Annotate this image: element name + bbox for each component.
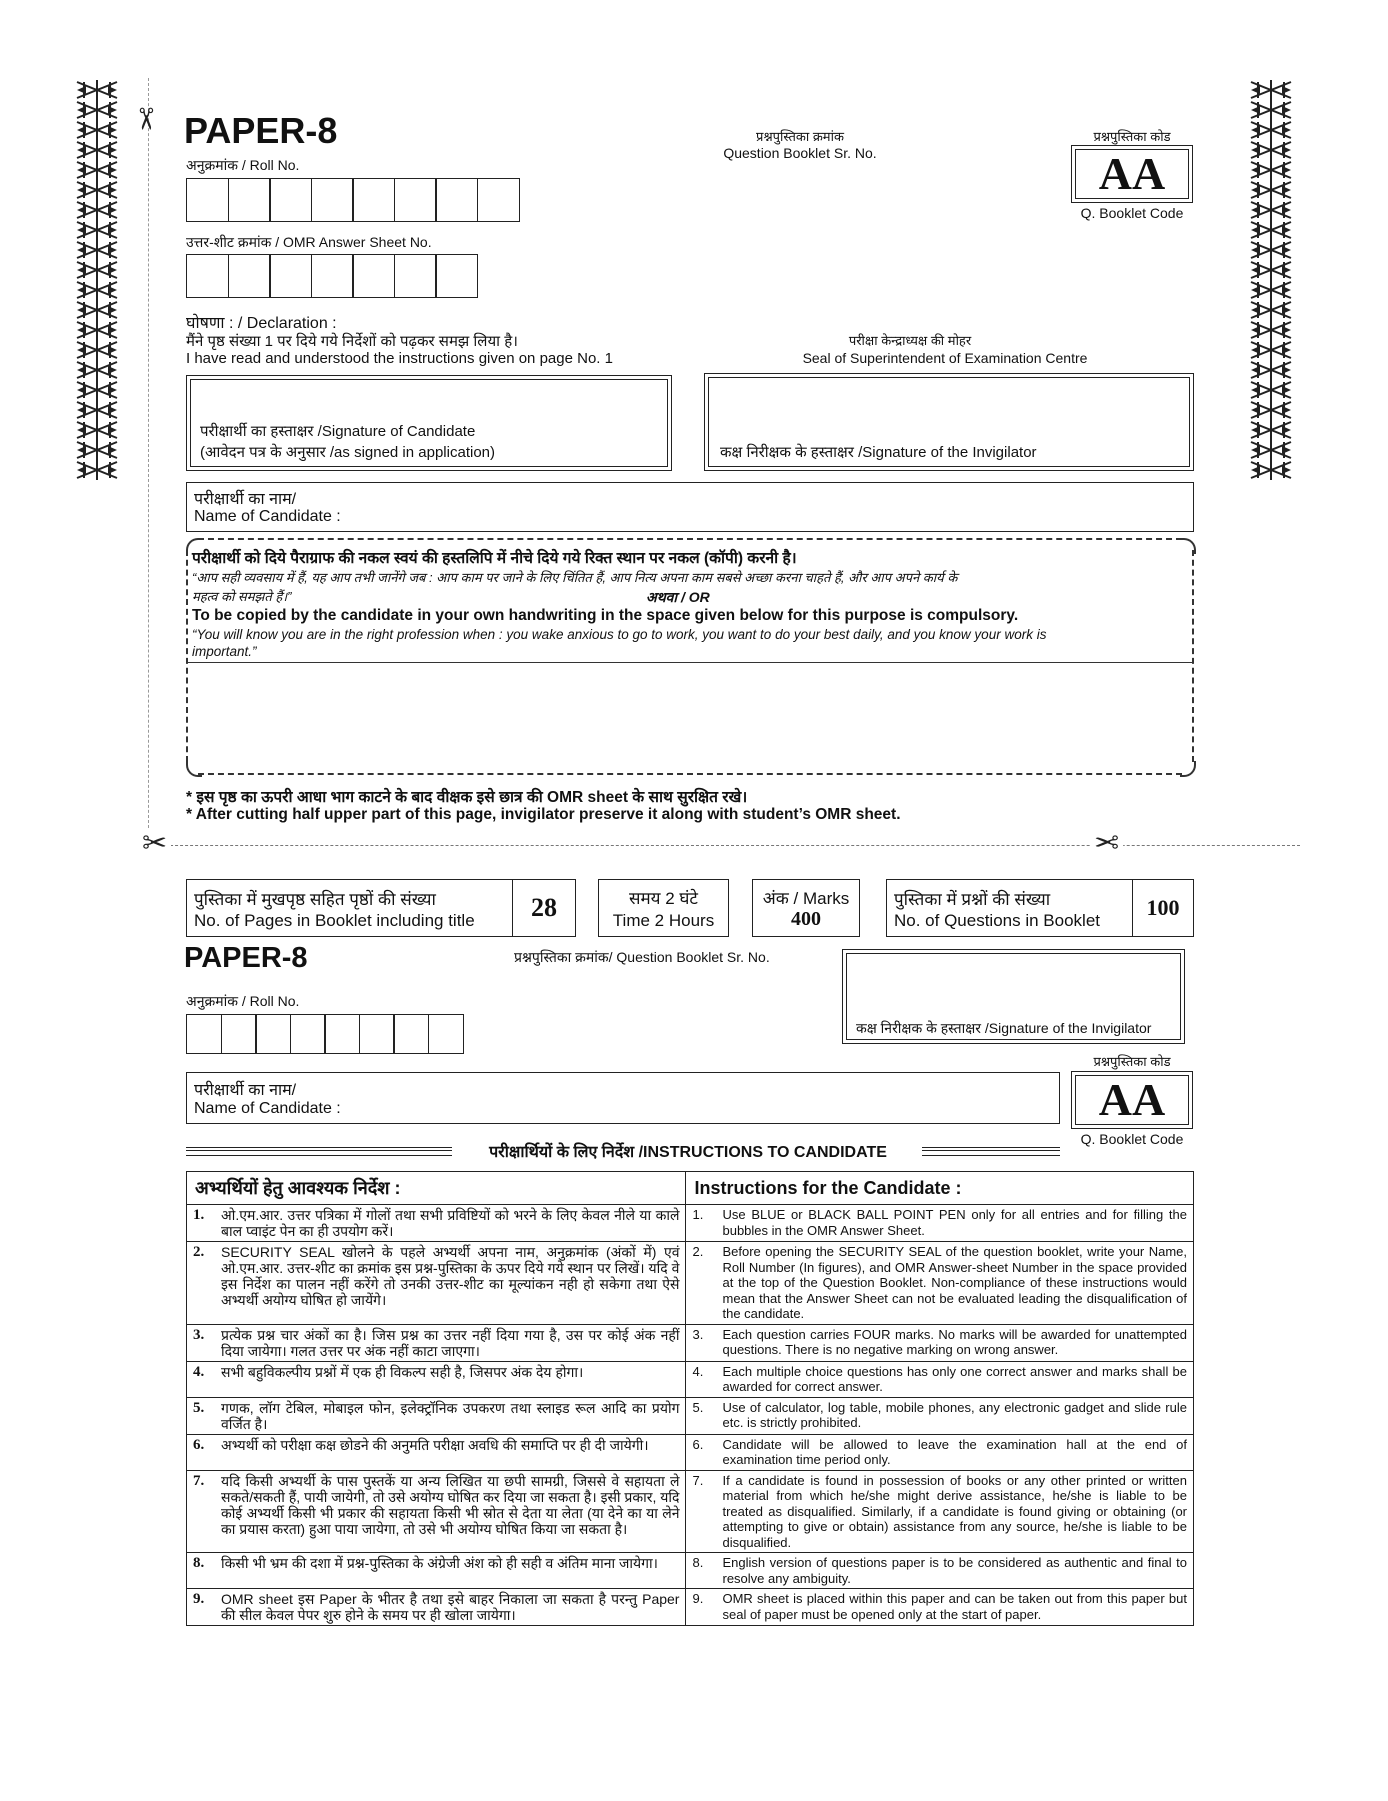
instructions-banner: परीक्षार्थियों के लिए निर्देश /INSTRUCTIONS TO CANDIDATE: [489, 1144, 887, 1161]
omr-no-boxes[interactable]: [186, 254, 478, 298]
instruction-text-en: Use BLUE or BLACK BALL POINT PEN only for all entries and for filling the bubbles in the OMR Answer Sheet.: [722, 1207, 1187, 1238]
booklet-sr-lower: प्रश्नपुस्तिका क्रमांक/ Question Booklet Sr. No.: [514, 949, 770, 965]
roll-no-label-lower: अनुक्रमांक / Roll No.: [186, 993, 300, 1009]
instruction-text-hi: यदि किसी अभ्यर्थी के पास पुस्तकें या अन्य लिखित या छपी सामग्री, जिससे वे सहायता ले सकते/सकती हैं, पायी जायेगी, तो उसे अयोग्य घोषित कर दिया जा सकता है। इसी प्रकार, यदि कोई अभ्यर्थी किसी भी प्रकार की सहायता किसी भी स्रोत से देता या लेता (या देने का या लेने का प्रयास करता) हुआ पाया जायेगा, तो उसे भी अयोग्य घोषित किया जा सकता है।: [221, 1472, 680, 1537]
questions-value: 100: [1146, 895, 1180, 920]
booklet-code-en: Q. Booklet Code: [1080, 205, 1184, 221]
instruction-text-hi: प्रत्येक प्रश्न चार अंकों का है। जिस प्रश्न का उत्तर नहीं दिया गया है, उस पर कोई अंक नहीं दिया जायेगा। गलत उत्तर पर अंक नहीं काटा जाएगा।: [221, 1326, 680, 1359]
roll-no-label: अनुक्रमांक / Roll No.: [186, 157, 300, 173]
candidate-name-en: Name of Candidate :: [194, 508, 341, 525]
instruction-row: [187, 1361, 1194, 1397]
invigilator-signature-label: कक्ष निरीक्षक के हस्ताक्षर /Signature of the Invigilator: [720, 444, 1037, 461]
candidate-name-hi-lower: परीक्षार्थी का नाम/: [194, 1082, 297, 1099]
declaration-en: I have read and understood the instructions given on page No. 1: [186, 350, 613, 367]
seal-en: Seal of Superintendent of Examination Centre: [802, 350, 1088, 366]
cut-note-hi: * इस पृष्ठ का ऊपरी आधा भाग काटने के बाद वीक्षक इसे छात्र की OMR sheet के साथ सुरक्षित रखे।: [186, 789, 748, 806]
scissors-icon: ✂: [127, 106, 163, 132]
instruction-number-en: 1.: [692, 1207, 704, 1222]
instruction-text-en: Each question carries FOUR marks. No marks will be awarded for unattempted questions. There is no negative marking on wrong answer.: [722, 1326, 1187, 1357]
instruction-text-en: Use of calculator, log table, mobile phones, any electronic gadget and slide rule etc. is strictly prohibited.: [722, 1399, 1187, 1430]
copy-instruction-hi: परीक्षार्थी को दिये पैराग्राफ की नकल स्वयं की हस्तलिपि में नीचे दिये गये रिक्त स्थान पर नकल (कॉपी) करनी है।: [192, 550, 797, 567]
instruction-row: [187, 1205, 1194, 1242]
copy-frame-corner-tr: [1180, 538, 1196, 554]
questions-hi: पुस्तिका में प्रश्नों की संख्या: [894, 890, 1051, 909]
instruction-number-hi: 4.: [193, 1363, 205, 1380]
instruction-number-en: 4.: [692, 1363, 704, 1379]
candidate-name-hi: परीक्षार्थी का नाम/: [194, 491, 297, 508]
booklet-code-lower: AA: [1098, 1074, 1166, 1125]
instruction-text-en: English version of questions paper is to be considered as authentic and final to resolve any ambiguity.: [722, 1555, 1187, 1586]
instruction-text-en: Candidate will be allowed to leave the examination hall at the end of examination time period only.: [722, 1436, 1187, 1467]
instructions-head-hi: अभ्यर्थियों हेतु आवश्यक निर्देश :: [187, 1172, 686, 1205]
instruction-number-en: 7.: [692, 1472, 704, 1488]
invigilator-signature-label-lower: कक्ष निरीक्षक के हस्ताक्षर /Signature of the Invigilator: [856, 1020, 1152, 1036]
roll-no-boxes-lower[interactable]: [186, 1014, 464, 1054]
booklet-code: AA: [1098, 148, 1166, 199]
instruction-number-hi: 8.: [193, 1555, 205, 1571]
instruction-number-hi: 3.: [193, 1326, 205, 1343]
pages-value: 28: [531, 893, 557, 922]
instruction-row: [187, 1397, 1194, 1434]
copy-frame-top: [198, 538, 1182, 540]
instructions-table: [186, 1171, 1194, 1626]
banner-rule-right: [922, 1147, 1060, 1156]
instruction-number-hi: 1.: [193, 1207, 205, 1223]
roll-no-boxes[interactable]: [186, 178, 520, 222]
instruction-row: [187, 1242, 1194, 1325]
scissors-icon: ✂: [138, 829, 171, 859]
copy-quote-en-1: “You will know you are in the right profession when : you wake anxious to go to work, you want to do your best daily, and you know your work is: [192, 627, 1047, 642]
copy-frame-left: [186, 550, 188, 762]
booklet-sr-hi: प्रश्नपुस्तिका क्रमांक: [756, 129, 844, 144]
instruction-number-en: 3.: [692, 1326, 704, 1342]
instruction-row: [187, 1324, 1194, 1361]
instruction-number-hi: 7.: [193, 1472, 205, 1489]
instruction-row: [187, 1470, 1194, 1553]
booklet-code-hi: प्रश्नपुस्तिका कोड: [1093, 129, 1171, 144]
horizontal-cut-line: [140, 845, 1300, 846]
scissors-icon: ✂: [1090, 829, 1123, 859]
instruction-number-en: 8.: [692, 1555, 704, 1570]
copy-quote-en-2: important.”: [192, 644, 257, 659]
decorative-border-right-icon: [1248, 80, 1294, 480]
instruction-text-hi: OMR sheet इस Paper के भीतर है तथा इसे बाहर निकाला जा सकता है परन्तु Paper की सील केवल पेपर शुरु होने के समय पर ही खोला जायेगा।: [221, 1591, 680, 1623]
paper-title: PAPER-8: [184, 110, 338, 151]
instruction-text-en: OMR sheet is placed within this paper and can be taken out from this paper but seal of paper must be opened only at the start of paper.: [722, 1591, 1187, 1622]
paper-title-lower: PAPER-8: [184, 942, 308, 974]
marks-value: 400: [791, 908, 821, 930]
instruction-text-hi: गणक, लॉग टेबिल, मोबाइल फोन, इलेक्ट्रॉनिक उपकरण तथा स्लाइड रूल आदि का प्रयोग वर्जित है।: [221, 1399, 680, 1432]
cut-note-en: * After cutting half upper part of this page, invigilator preserve it along with student’s OMR sheet.: [186, 806, 901, 823]
pages-en: No. of Pages in Booklet including title: [194, 911, 475, 930]
candidate-signature-label-1: परीक्षार्थी का हस्ताक्षर /Signature of Candidate: [200, 423, 476, 440]
declaration-head: घोषणा : / Declaration :: [186, 315, 337, 332]
seal-hi: परीक्षा केन्द्राध्यक्ष की मोहर: [848, 333, 972, 348]
handwriting-area[interactable]: [196, 672, 1184, 766]
instruction-text-hi: किसी भी भ्रम की दशा में प्रश्न-पुस्तिका के अंग्रेजी अंश को ही सही व अंतिम माना जायेगा।: [221, 1555, 658, 1571]
instruction-number-hi: 9.: [193, 1591, 205, 1607]
omr-no-label: उत्तर-शीट क्रमांक / OMR Answer Sheet No.: [186, 234, 432, 250]
declaration-hi: मैंने पृष्ठ संख्या 1 पर दिये गये निर्देशों को पढ़कर समझ लिया है।: [186, 333, 518, 350]
candidate-name-en-lower: Name of Candidate :: [194, 1100, 341, 1117]
questions-en: No. of Questions in Booklet: [894, 911, 1101, 930]
banner-rule-left: [186, 1147, 452, 1156]
instruction-number-hi: 6.: [193, 1436, 205, 1453]
instruction-text-en: Before opening the SECURITY SEAL of the question booklet, write your Name, Roll Number (In figures), and OMR Answer-sheet Number in the space provided at the top of the Question Booklet. Non-compliance of these instructions would mean that the Answer Sheet can not be evaluated leading the disqualification of the candidate.: [722, 1244, 1187, 1321]
copy-quote-hi-1: “आप सही व्यवसाय में हैं, यह आप तभी जानेंगे जब : आप काम पर जाने के लिए चिंतित हैं, आप नित्य अपना काम सबसे अच्छा करना चाहते हैं, और आप अपने कार्य के: [192, 570, 958, 585]
booklet-code-en-lower: Q. Booklet Code: [1080, 1131, 1184, 1147]
instruction-text-en: Each multiple choice questions has only one correct answer and marks shall be awarded for correct answer.: [722, 1363, 1187, 1394]
booklet-sr-en: Question Booklet Sr. No.: [723, 145, 877, 161]
instruction-number-en: 5.: [692, 1399, 704, 1415]
instruction-number-en: 9.: [692, 1591, 704, 1606]
instruction-text-hi: SECURITY SEAL खोलने के पहले अभ्यर्थी अपना नाम, अनुक्रमांक (अंकों में) एवं ओ.एम.आर. उत्तर-शीट का क्रमांक इस प्रश्न-पुस्तिका के ऊपर दिये गये स्थान पर लिखें। यदि वे इस निर्देश का पालन नहीं करेंगे तो उनकी उत्तर-शीट का मूल्यांकन नही हो सकेगा तथा ऐसे अभ्यर्थी अयोग्य घोषित हो जायेंगे।: [221, 1244, 680, 1308]
copy-frame-right: [1192, 550, 1194, 762]
instruction-text-hi: ओ.एम.आर. उत्तर पत्रिका में गोलों तथा सभी प्रविष्टियों को भरने के लिए केवल नीले या काले बाल प्वाइंट पेन का ही उपयोग करें।: [221, 1207, 680, 1239]
left-cut-guide: [148, 78, 149, 838]
instruction-row: [187, 1589, 1194, 1626]
instruction-text-hi: सभी बहुविकल्पीय प्रश्नों में एक ही विकल्प सही है, जिसपर अंक देय होगा।: [221, 1363, 584, 1380]
copy-instruction-en: To be copied by the candidate in your own handwriting in the space given below for this purpose is compulsory.: [192, 607, 1019, 624]
copy-frame-bottom: [198, 773, 1182, 775]
instruction-row: [187, 1434, 1194, 1470]
copy-divider: [186, 662, 1194, 663]
instruction-row: [187, 1553, 1194, 1589]
time-en: Time 2 Hours: [612, 911, 715, 930]
booklet-code-hi-lower: प्रश्नपुस्तिका कोड: [1093, 1054, 1171, 1069]
instruction-number-en: 6.: [692, 1436, 704, 1452]
instruction-number-hi: 5.: [193, 1399, 205, 1416]
copy-or: अथवा / OR: [646, 589, 710, 605]
instruction-number-en: 2.: [692, 1244, 704, 1259]
decorative-border-left-icon: [74, 80, 120, 480]
instruction-text-hi: अभ्यर्थी को परीक्षा कक्ष छोडने की अनुमति परीक्षा अवधि की समाप्ति पर ही दी जायेगी।: [221, 1436, 649, 1453]
instruction-number-hi: 2.: [193, 1244, 205, 1260]
candidate-signature-label-2: (आवेदन पत्र के अनुसार /as signed in application): [200, 444, 495, 461]
pages-hi: पुस्तिका में मुखपृष्ठ सहित पृष्ठों की संख्या: [194, 890, 436, 909]
marks-label: अंक / Marks: [762, 889, 850, 908]
copy-quote-hi-2: महत्व को समझते हैं।”: [192, 589, 292, 604]
instructions-head-en: Instructions for the Candidate :: [686, 1172, 1194, 1205]
time-hi: समय 2 घंटे: [628, 889, 699, 908]
instruction-text-en: If a candidate is found in possession of books or any other printed or written material from which he/she might derive assistance, he/she is liable to be treated as disqualified. Similarly, if a candidate is found giving or obtaining (or attempting to give or obtain) assistance from any source, he/she is liable to be disqualified.: [722, 1472, 1187, 1550]
